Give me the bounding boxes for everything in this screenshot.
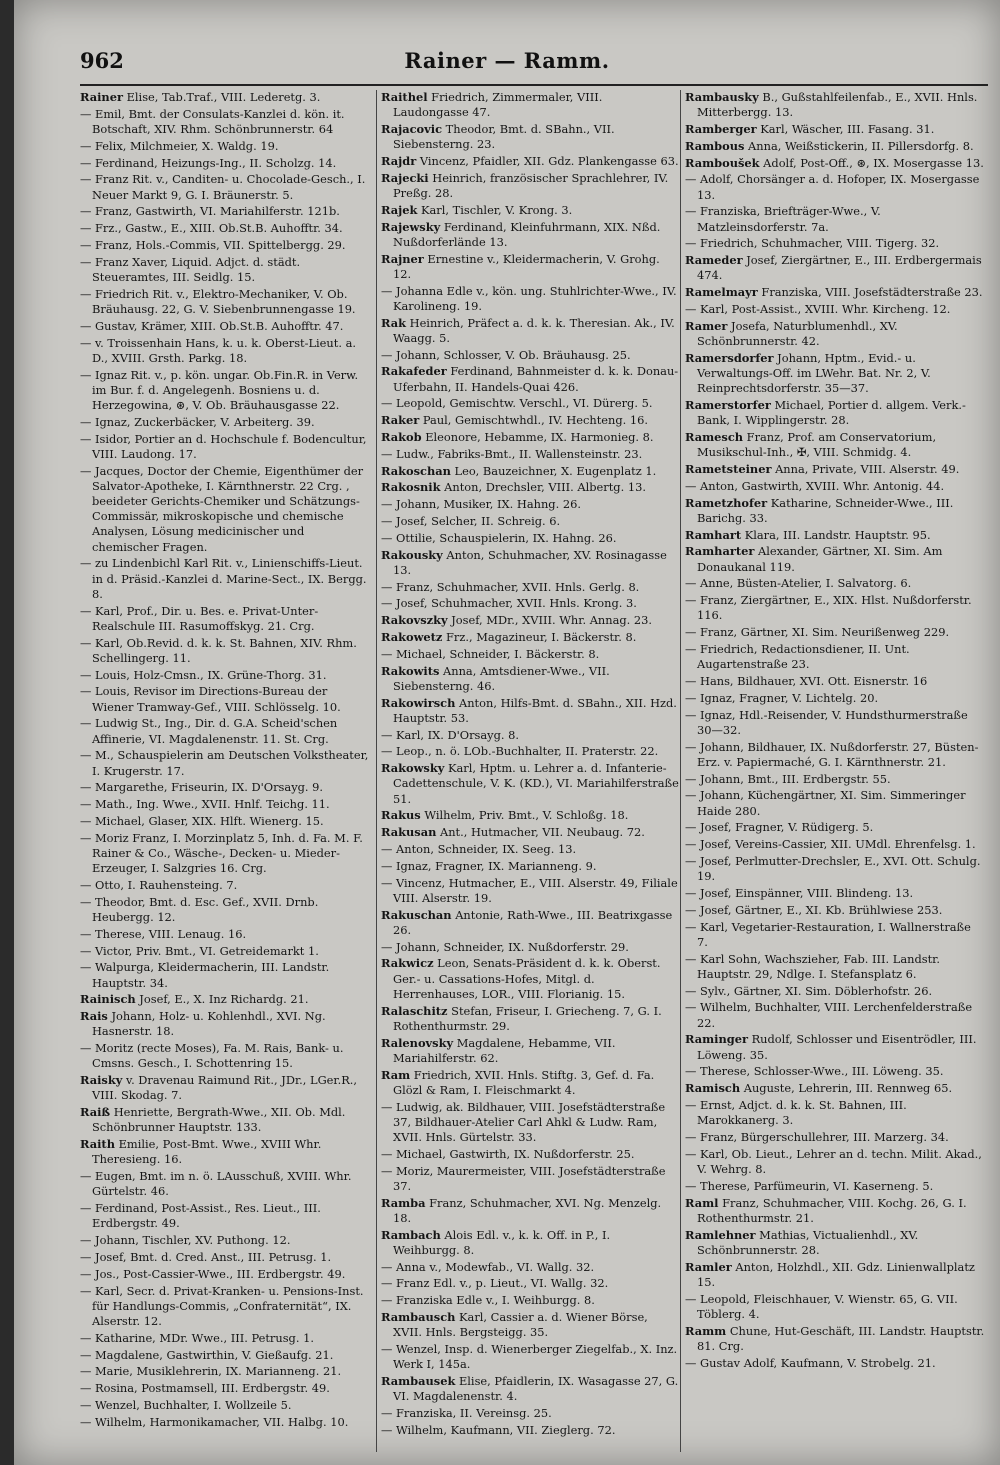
directory-entry: — Ignaz, Fragner, V. Lichtelg. 20.: [685, 690, 879, 705]
directory-entry: — Felix, Milchmeier, X. Waldg. 19.: [80, 138, 279, 153]
directory-entry: — Therese, Parfümeurin, VI. Kaserneng. 5.: [685, 1178, 934, 1193]
directory-entry: — Ludw., Fabriks-Bmt., II. Wallensteinstr. 23.: [381, 446, 643, 461]
directory-entry: — Anne, Büsten-Atelier, I. Salvatorg. 6.: [685, 576, 912, 591]
directory-entry: — Sylv., Gärtner, XI. Sim. Döblerhofstr. 26.: [685, 983, 933, 998]
directory-entry: — Gustav Adolf, Kaufmann, V. Strobelg. 21.: [685, 1355, 936, 1370]
directory-entry: Raminger Rudolf, Schlosser und Eisentrödler, III. Löweng. 35.: [685, 1032, 977, 1062]
directory-entry: Rambausek Elise, Pfaidlerin, IX. Wasagasse 27, G. VI. Magdalenenstr. 4.: [381, 1373, 679, 1404]
directory-entry: — M., Schauspielerin am Deutschen Volkstheater, I. Krugerstr. 17.: [80, 748, 369, 778]
directory-entry: — Ignaz, Hdl.-Reisender, V. Hundsthurmerstraße 30—32.: [685, 707, 968, 737]
directory-entry: Rakowits Anna, Amtsdiener-Wwe., VII. Siebensterng. 46.: [381, 663, 610, 693]
directory-entry: — Leopold, Gemischtw. Verschl., VI. Dürerg. 5.: [381, 396, 653, 411]
directory-entry: — Franziska Edle v., I. Weihburgg. 8.: [381, 1293, 595, 1308]
directory-entry: — Anton, Gastwirth, XVIII. Whr. Antonig. 44.: [685, 478, 945, 493]
directory-entry: — Otto, I. Rauhensteing. 7.: [80, 877, 238, 892]
directory-entry: Rakowsky Karl, Hptm. u. Lehrer a. d. Infanterie-Cadettenschule, V. K. (KD.), VI. Mariahilferstraße 51.: [381, 761, 679, 806]
directory-entry: Rajner Ernestine v., Kleidermacherin, V. Grohg. 12.: [381, 251, 660, 281]
column-3: [680, 90, 985, 1452]
directory-entry: — Margarethe, Friseurin, IX. D'Orsayg. 9.: [80, 780, 324, 795]
page-number: 962: [80, 48, 124, 73]
directory-entry: Rakoschan Leo, Bauzeichner, X. Eugenplatz 1.: [381, 463, 657, 478]
directory-entry: — v. Troissenhain Hans, k. u. k. Oberst-Lieut. a. D., XVIII. Grsth. Parkg. 18.: [80, 335, 356, 365]
directory-entry: Raker Paul, Gemischtwhdl., IV. Hechteng. 16.: [381, 413, 649, 428]
directory-page: [14, 0, 1000, 1465]
directory-entry: Ralaschitz Stefan, Friseur, I. Griecheng. 7, G. I. Rothenthurmstr. 29.: [381, 1003, 662, 1033]
directory-entry: Rajewsky Ferdinand, Kleinfuhrmann, XIX. Nßd. Nußdorferlände 13.: [381, 219, 661, 249]
directory-entry: Rakovszky Josef, MDr., XVIII. Whr. Annag. 23.: [381, 613, 653, 628]
directory-entry: — Franz, Hols.-Commis, VII. Spittelbergg. 29.: [80, 237, 346, 252]
directory-entry: Ramerstorfer Michael, Portier d. allgem. Verk.-Bank, I. Wipplingerstr. 28.: [685, 397, 966, 428]
column-1: [80, 90, 370, 1452]
directory-entry: Rakuschan Antonie, Rath-Wwe., III. Beatrixgasse 26.: [381, 907, 673, 937]
directory-entry: — Eugen, Bmt. im n. ö. LAusschuß, XVIII. Whr. Gürtelstr. 46.: [80, 1169, 352, 1199]
directory-entry: — Johann, Küchengärtner, XI. Sim. Simmeringer Haide 280.: [685, 788, 966, 818]
directory-entry: Rakafeder Ferdinand, Bahnmeister d. k. k. Donau-Uferbahn, II. Handels-Quai 426.: [381, 364, 679, 394]
directory-entry: — Gustav, Krämer, XIII. Ob.St.B. Auhofftr. 47.: [80, 318, 344, 333]
directory-entry: Ram Friedrich, XVII. Hnls. Stiftg. 3, Gef. d. Fa. Glözl & Ram, I. Fleischmarkt 4.: [381, 1067, 655, 1097]
directory-entry: Rambous Anna, Weißstickerin, II. Pillersdorfg. 8.: [685, 138, 974, 153]
directory-entry: Rameder Josef, Ziergärtner, E., III. Erdbergermais 474.: [685, 253, 982, 283]
directory-entry: Rak Heinrich, Präfect a. d. k. k. Theresian. Ak., IV. Waagg. 5.: [381, 315, 675, 345]
directory-entry: — Therese, VIII. Lenaug. 16.: [80, 926, 247, 941]
directory-entry: — Wenzel, Buchhalter, I. Wollzeile 5.: [80, 1397, 292, 1412]
directory-entry: — Karl, IX. D'Orsayg. 8.: [381, 727, 520, 742]
directory-entry: — Moriz Franz, I. Morzinplatz 5, Inh. d. Fa. M. F. Rainer & Co., Wäsche-, Decken- u. Mieder-Erzeuger, I. Salzgries 16. Crg.: [80, 830, 363, 876]
directory-entry: — Karl, Ob.Revid. d. k. k. St. Bahnen, XIV. Rhm. Schellingerg. 11.: [80, 635, 357, 665]
directory-entry: — Moritz (recte Moses), Fa. M. Rais, Bank- u. Cmsns. Gesch., I. Schottenring 15.: [80, 1041, 344, 1071]
directory-entry: — Walpurga, Kleidermacherin, III. Landstr. Hauptstr. 34.: [80, 960, 330, 990]
directory-entry: — Jacques, Doctor der Chemie, Eigenthümer der Salvator-Apotheke, I. Kärnthnerstr. 22 Crg. , beeideter Gerichts-Chemiker und Schätzungs-Commissär, mikroskopische und chemische Analysen, Lösung medicinischer und chemischer Fragen.: [80, 463, 364, 554]
directory-entry: Rakowirsch Anton, Hilfs-Bmt. d. SBahn., XII. Hzd. Hauptstr. 53.: [381, 695, 677, 725]
directory-entry: — Katharine, MDr. Wwe., III. Petrusg. 1.: [80, 1330, 314, 1345]
directory-entry: — Karl, Secr. d. Privat-Kranken- u. Pensions-Inst. für Handlungs-Commis, „Confraternität“, IX. Alserstr. 12.: [80, 1283, 364, 1328]
directory-entry: — Franz Edl. v., p. Lieut., VI. Wallg. 32.: [381, 1276, 609, 1291]
directory-entry: — Jos., Post-Cassier-Wwe., III. Erdbergstr. 49.: [80, 1266, 346, 1281]
directory-entry: — Wilhelm, Kaufmann, VII. Zieglerg. 72.: [381, 1422, 616, 1437]
directory-entry: Ramharter Alexander, Gärtner, XI. Sim. Am Donaukanal 119.: [685, 544, 943, 574]
directory-entry: — Michael, Glaser, XIX. Hlft. Wienerg. 15.: [80, 813, 324, 828]
directory-entry: Rambausky B., Gußstahlfeilenfab., E., XVII. Hnls. Mitterbergg. 13.: [685, 90, 978, 120]
directory-entry: — Math., Ing. Wwe., XVII. Hnlf. Teichg. 11.: [80, 797, 330, 812]
directory-entry: Rajek Karl, Tischler, V. Krong. 3.: [381, 202, 573, 217]
directory-entry: Rakousky Anton, Schuhmacher, XV. Rosinagasse 13.: [381, 547, 667, 577]
directory-entry: — Wilhelm, Harmonikamacher, VII. Halbg. 10.: [80, 1414, 349, 1429]
directory-entry: — Isidor, Portier an d. Hochschule f. Bodencultur, VIII. Laudong. 17.: [80, 431, 367, 461]
directory-entry: — Marie, Musiklehrerin, IX. Marianneng. 21.: [80, 1364, 342, 1379]
directory-entry: — Leop., n. ö. LOb.-Buchhalter, II. Praterstr. 22.: [381, 744, 659, 759]
directory-entry: Ramesch Franz, Prof. am Conservatorium, Musikschul-Inh., ✠, VIII. Schmidg. 4.: [685, 429, 937, 460]
directory-entry: Rajacovic Theodor, Bmt. d. SBahn., VII. Siebensterng. 23.: [381, 122, 615, 152]
directory-entry: — Johann, Tischler, XV. Puthong. 12.: [80, 1233, 291, 1248]
directory-entry: — Josef, Einspänner, VIII. Blindeng. 13.: [685, 885, 914, 900]
directory-entry: — Theodor, Bmt. d. Esc. Gef., XVII. Drnb. Heubergg. 12.: [80, 894, 319, 924]
directory-entry: Ramboušek Adolf, Post-Off., ⊛, IX. Mosergasse 13.: [685, 155, 984, 170]
directory-entry: — Ignaz, Zuckerbäcker, V. Arbeiterg. 39.: [80, 414, 315, 429]
directory-entry: — Therese, Schlosser-Wwe., III. Löweng. 35.: [685, 1064, 944, 1079]
directory-entry: — Leopold, Fleischhauer, V. Wienstr. 65, G. VII. Töblerg. 4.: [685, 1291, 958, 1321]
header-rule: [80, 84, 988, 86]
directory-entry: — Ernst, Adjct. d. k. k. St. Bahnen, III. Marokkanerg. 3.: [685, 1097, 907, 1128]
directory-entry: — Ferdinand, Post-Assist., Res. Lieut., III. Erdbergstr. 49.: [80, 1201, 321, 1231]
directory-entry: — Friedrich, Redactionsdiener, II. Unt. Augartenstraße 23.: [685, 641, 910, 672]
directory-entry: — Frz., Gastw., E., XIII. Ob.St.B. Auhofftr. 34.: [80, 221, 343, 236]
directory-entry: — Franz, Ziergärtner, E., XIX. Hlst. Nußdorferstr. 116.: [685, 593, 972, 623]
directory-entry: — Ignaz, Fragner, IX. Marianneng. 9.: [381, 858, 597, 873]
directory-entry: — Karl, Vegetarier-Restauration, I. Wallnerstraße 7.: [685, 919, 971, 949]
directory-entry: — Ludwig St., Ing., Dir. d. G.A. Scheid'schen Affinerie, VI. Magdalenenstr. 11. St. Crg.: [80, 716, 338, 746]
directory-entry: — Friedrich, Schuhmacher, VIII. Tigerg. 32.: [685, 236, 940, 251]
directory-entry: — Moriz, Maurermeister, VIII. Josefstädterstraße 37.: [381, 1163, 666, 1193]
directory-entry: Raiß Henriette, Bergrath-Wwe., XII. Ob. Mdl. Schönbrunner Hauptstr. 133.: [80, 1105, 346, 1135]
directory-entry: — Wilhelm, Buchhalter, VIII. Lerchenfelderstraße 22.: [685, 1000, 973, 1030]
directory-entry: — Franz Rit. v., Canditen- u. Chocolade-Gesch., I. Neuer Markt 9, G. I. Bräunerstr. 5.: [80, 172, 366, 202]
directory-entry: — Victor, Priv. Bmt., VI. Getreidemarkt 1.: [80, 943, 319, 958]
page-header: [14, 44, 1000, 80]
directory-entry: Ramer Josefa, Naturblumenhdl., XV. Schönbrunnerstr. 42.: [685, 318, 898, 348]
directory-entry: — Franz, Gastwirth, VI. Mariahilferstr. 121b.: [80, 204, 340, 219]
directory-entry: — Johann, Bmt., III. Erdbergstr. 55.: [685, 771, 891, 786]
directory-entry: — Louis, Holz-Cmsn., IX. Grüne-Thorg. 31.: [80, 667, 327, 682]
directory-entry: — Friedrich Rit. v., Elektro-Mechaniker, V. Ob. Bräuhausg. 22, G. V. Siebenbrunnengasse 19.: [80, 286, 356, 316]
directory-entry: — Wenzel, Insp. d. Wienerberger Ziegelfab., X. Inz. Werk I, 145a.: [381, 1341, 678, 1372]
directory-entry: — Ottilie, Schauspielerin, IX. Hahng. 26.: [381, 530, 617, 545]
directory-entry: Raisky v. Dravenau Raimund Rit., JDr., LGer.R., VIII. Skodag. 7.: [80, 1073, 358, 1103]
directory-entry: Ramhart Klara, III. Landstr. Hauptstr. 95.: [685, 527, 931, 542]
directory-entry: — Franz, Gärtner, XI. Sim. Neurißenweg 229.: [685, 625, 950, 640]
directory-entry: Raithel Friedrich, Zimmermaler, VIII. Laudongasse 47.: [381, 90, 603, 120]
directory-entry: Ramersdorfer Johann, Hptm., Evid.- u. Verwaltungs-Off. im LWehr. Bat. Nr. 2, V. Reinprechtsdorferstr. 35—37.: [685, 350, 931, 396]
directory-entry: — Josef, Schuhmacher, XVII. Hnls. Krong. 3.: [381, 596, 637, 611]
directory-entry: Ramler Anton, Holzhdl., XII. Gdz. Linienwallplatz 15.: [685, 1259, 975, 1289]
directory-entry: — Vincenz, Hutmacher, E., VIII. Alserstr. 49, Filiale VIII. Alserstr. 19.: [381, 875, 678, 905]
directory-entry: — Johann, Schlosser, V. Ob. Bräuhausg. 25.: [381, 347, 631, 362]
directory-entry: Rakob Eleonore, Hebamme, IX. Harmonieg. 8.: [381, 429, 654, 444]
directory-entry: — Ignaz Rit. v., p. kön. ungar. Ob.Fin.R. in Verw. im Bur. f. d. Angelegenh. Bosniens u. d. Herzegowina, ⊛, V. Ob. Bräuhausgasse 22.: [80, 367, 359, 412]
directory-entry: — Josef, Bmt. d. Cred. Anst., III. Petrusg. 1.: [80, 1249, 332, 1264]
directory-entry: — Johann, Schneider, IX. Nußdorferstr. 29.: [381, 939, 629, 954]
directory-entry: Rajecki Heinrich, französischer Sprachlehrer, IV. Preßg. 28.: [381, 170, 669, 200]
directory-entry: — Josef, Selcher, II. Schreig. 6.: [381, 513, 561, 528]
directory-entry: — Johann, Musiker, IX. Hahng. 26.: [381, 497, 581, 512]
directory-entry: — Michael, Gastwirth, IX. Nußdorferstr. 25.: [381, 1146, 635, 1161]
directory-entry: Rajdr Vincenz, Pfaidler, XII. Gdz. Plankengasse 63.: [381, 154, 679, 168]
directory-entry: — Karl, Ob. Lieut., Lehrer an d. techn. Milit. Akad., V. Wehrg. 8.: [685, 1146, 982, 1176]
directory-entry: Ramisch Auguste, Lehrerin, III. Rennweg 65.: [685, 1081, 953, 1096]
directory-entry: — Karl, Post-Assist., XVIII. Whr. Kircheng. 12.: [685, 301, 951, 316]
directory-entry: — Johanna Edle v., kön. ung. Stuhlrichter-Wwe., IV. Karolineng. 19.: [381, 283, 677, 313]
column-2: [376, 90, 679, 1452]
directory-entry: Rambach Alois Edl. v., k. k. Off. in P., I. Weihburgg. 8.: [381, 1227, 611, 1257]
directory-entry: Rainisch Josef, E., X. Inz Richardg. 21.: [80, 992, 309, 1007]
directory-entry: — Franz, Bürgerschullehrer, III. Marzerg. 34.: [685, 1129, 949, 1144]
directory-entry: Rametzhofer Katharine, Schneider-Wwe., III. Barichg. 33.: [685, 495, 954, 525]
directory-entry: — Franz Xaver, Liquid. Adjct. d. städt. Steueramtes, III. Seidlg. 15.: [80, 254, 301, 284]
directory-entry: — Anna v., Modewfab., VI. Wallg. 32.: [381, 1259, 595, 1274]
directory-entry: Rametsteiner Anna, Private, VIII. Alserstr. 49.: [685, 461, 960, 476]
directory-entry: Rakwicz Leon, Senats-Präsident d. k. k. Oberst. Ger.- u. Cassations-Hofes, Mitgl. d. Herrenhauses, LOR., VIII. Florianig. 15.: [381, 956, 661, 1001]
directory-entry: Raith Emilie, Post-Bmt. Wwe., XVIII Whr. Theresieng. 16.: [80, 1137, 322, 1167]
directory-entry: — Franziska, Briefträger-Wwe., V. Matzleinsdorferstr. 7a.: [685, 204, 881, 234]
directory-entry: — Adolf, Chorsänger a. d. Hofoper, IX. Mosergasse 13.: [685, 172, 980, 202]
directory-entry: — Franziska, II. Vereinsg. 25.: [381, 1405, 552, 1420]
directory-entry: — Anton, Schneider, IX. Seeg. 13.: [381, 841, 577, 856]
directory-entry: — Karl, Prof., Dir. u. Bes. e. Privat-Unter-Realschule III. Rasumoffskyg. 21. Crg.: [80, 603, 319, 633]
directory-entry: Ramlehner Mathias, Victualienhdl., XV. Schönbrunnerstr. 28.: [685, 1227, 919, 1257]
directory-entry: Rakusan Ant., Hutmacher, VII. Neubaug. 72.: [381, 825, 645, 840]
running-head: Rainer — Ramm.: [404, 48, 610, 73]
directory-entry: Rakus Wilhelm, Priv. Bmt., V. Schloßg. 18.: [381, 808, 629, 823]
directory-entry: Ramberger Karl, Wäscher, III. Fasang. 31.: [685, 122, 935, 136]
directory-entry: — Josef, Vereins-Cassier, XII. UMdl. Ehrenfelsg. 1.: [685, 837, 976, 852]
directory-entry: — Josef, Gärtner, E., XI. Kb. Brühlwiese 253.: [685, 902, 943, 917]
directory-entry: Rainer Elise, Tab.Traf., VIII. Lederetg. 3.: [80, 90, 321, 104]
directory-entry: — Josef, Fragner, V. Rüdigerg. 5.: [685, 820, 874, 835]
directory-entry: — Hans, Bildhauer, XVI. Ott. Eisnerstr. 16: [685, 673, 928, 688]
directory-entry: — Josef, Perlmutter-Drechsler, E., XVI. Ott. Schulg. 19.: [685, 853, 981, 884]
directory-entry: Ramelmayr Franziska, VIII. Josefstädterstraße 23.: [685, 285, 983, 300]
directory-entry: — Johann, Bildhauer, IX. Nußdorferstr. 27, Büsten-Erz. v. Papiermaché, G. I. Kärnthnerstr. 21.: [685, 739, 979, 769]
directory-entry: Rais Johann, Holz- u. Kohlenhdl., XVI. Ng. Hasnerstr. 18.: [80, 1009, 326, 1039]
directory-entry: — Ferdinand, Heizungs-Ing., II. Scholzg. 14.: [80, 155, 337, 170]
directory-entry: Ralenovsky Magdalene, Hebamme, VII. Mariahilferstr. 62.: [381, 1035, 616, 1065]
directory-entry: — Karl Sohn, Wachszieher, Fab. III. Landstr. Hauptstr. 29, Ndlge. I. Stefansplatz 6.: [685, 951, 940, 981]
directory-entry: Rakowetz Frz., Magazineur, I. Bäckerstr. 8.: [381, 629, 637, 644]
directory-entry: — Franz, Schuhmacher, XVII. Hnls. Gerlg. 8.: [381, 579, 640, 594]
directory-entry: — Louis, Revisor im Directions-Bureau der Wiener Tramway-Gef., VIII. Schlösselg. 10.: [80, 684, 341, 714]
directory-entry: Rambausch Karl, Cassier a. d. Wiener Börse, XVII. Hnls. Bergsteigg. 35.: [381, 1309, 648, 1340]
directory-entry: Rakosnik Anton, Drechsler, VIII. Albertg. 13.: [381, 480, 646, 495]
directory-entry: — Michael, Schneider, I. Bäckerstr. 8.: [381, 646, 600, 661]
directory-entry: Raml Franz, Schuhmacher, VIII. Kochg. 26, G. I. Rothenthurmstr. 21.: [685, 1195, 967, 1225]
directory-entry: — Magdalene, Gastwirthin, V. Gießaufg. 21.: [80, 1347, 334, 1362]
directory-entry: — Rosina, Postmamsell, III. Erdbergstr. 49.: [80, 1381, 330, 1396]
directory-entry: Ramba Franz, Schuhmacher, XVI. Ng. Menzelg. 18.: [381, 1195, 662, 1225]
directory-entry: — Emil, Bmt. der Consulats-Kanzlei d. kön. it. Botschaft, XIV. Rhm. Schönbrunnerstr. 64: [80, 106, 345, 136]
directory-entry: — Ludwig, ak. Bildhauer, VIII. Josefstädterstraße 37, Bildhauer-Atelier Carl Ahkl & Ludw. Ram, XVII. Hnls. Gürtelstr. 33.: [381, 1099, 666, 1144]
directory-entry: Ramm Chune, Hut-Geschäft, III. Landstr. Hauptstr. 81. Crg.: [685, 1323, 985, 1353]
directory-entry: — zu Lindenbichl Karl Rit. v., Linienschiffs-Lieut. in d. Präsid.-Kanzlei d. Marine-Sect., IX. Bergg. 8.: [80, 556, 367, 601]
